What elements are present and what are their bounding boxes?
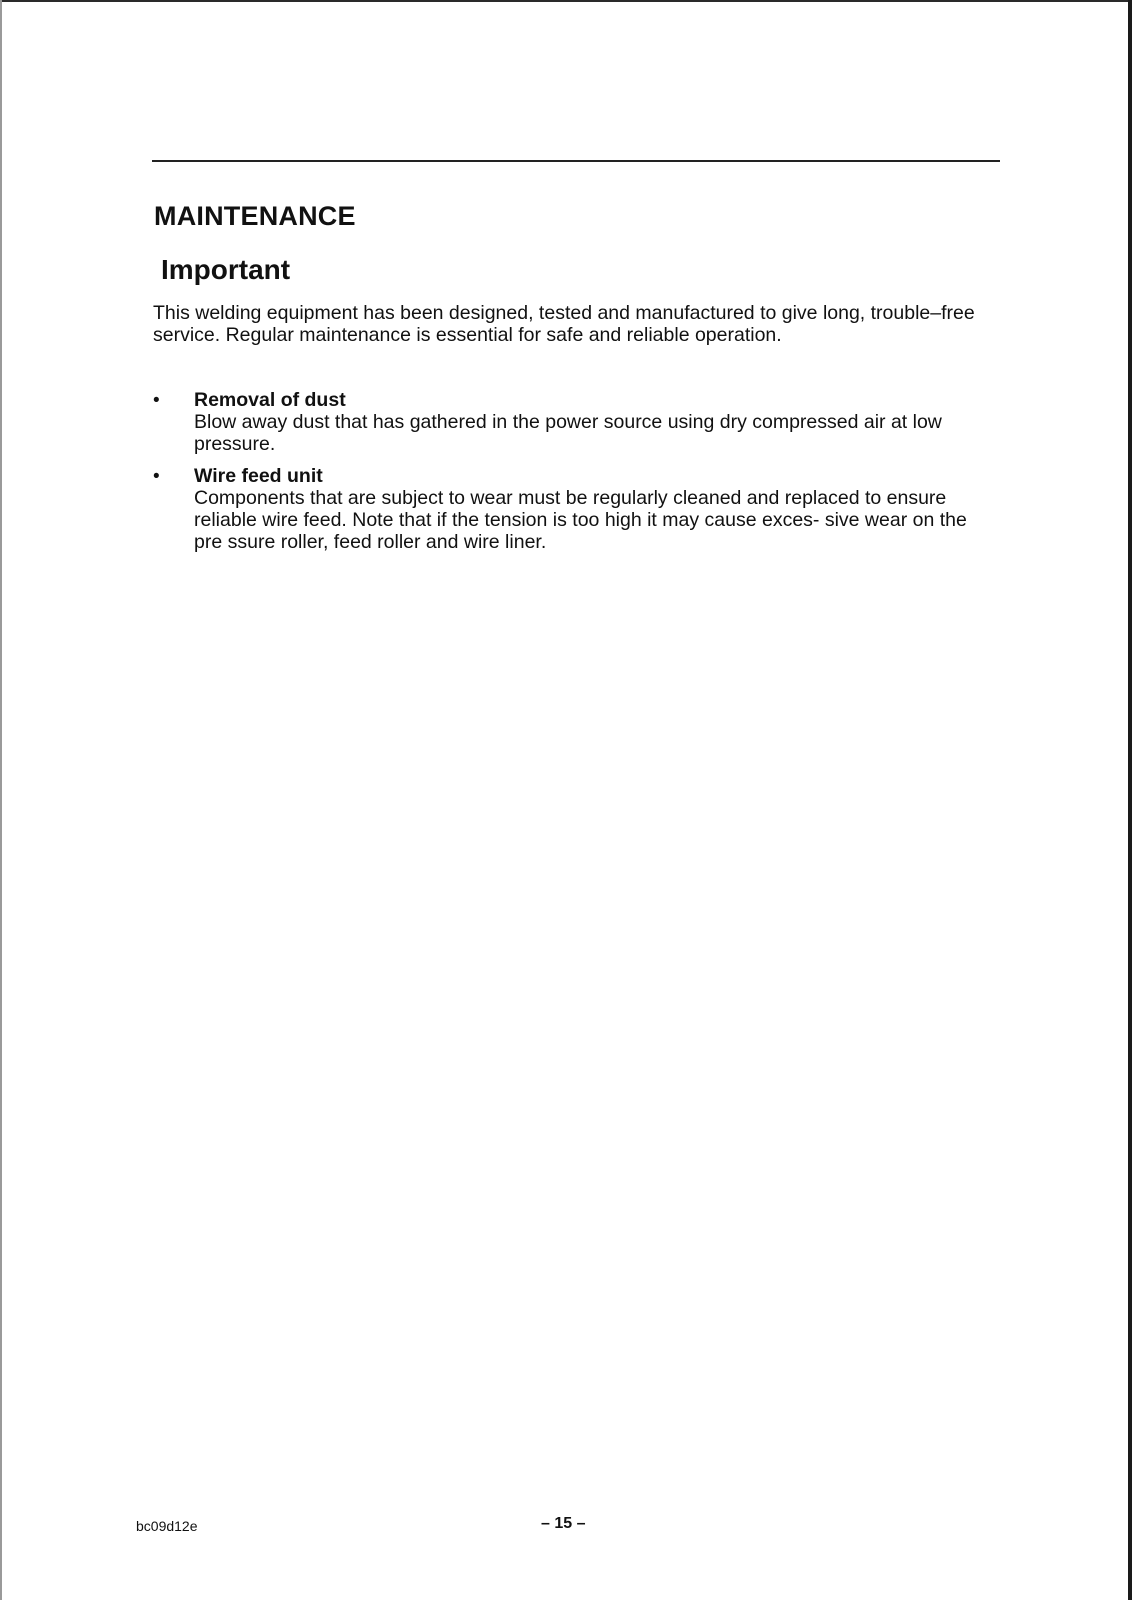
section-title: MAINTENANCE bbox=[154, 201, 356, 231]
bullet-icon: • bbox=[153, 466, 160, 487]
page-number: – 15 – bbox=[541, 1515, 586, 1532]
scan-edge-left bbox=[0, 0, 2, 1600]
list-item-removal-of-dust bbox=[153, 389, 993, 455]
bullet-icon: • bbox=[153, 390, 160, 411]
list-item-heading: Removal of dust bbox=[194, 389, 346, 411]
document-code: bc09d12e bbox=[136, 1518, 198, 1534]
header-rule bbox=[152, 160, 1000, 162]
list-item-wire-feed-unit bbox=[153, 465, 993, 553]
list-item-text: Blow away dust that has gathered in the power source using dry compressed air at low pressure. bbox=[194, 411, 942, 455]
subtitle: Important bbox=[161, 254, 291, 285]
maintenance-list bbox=[153, 389, 993, 563]
scan-edge-right bbox=[1128, 0, 1132, 1600]
list-item-text: Components that are subject to wear must be regularly cleaned and replaced to ensure reliable wire feed. Note that if the tension is too high it may cause exces- sive wear on the pre ssure roller, feed roller and wire liner. bbox=[194, 487, 967, 553]
list-item-heading: Wire feed unit bbox=[194, 465, 323, 487]
scan-edge-top bbox=[0, 0, 1132, 2]
intro-paragraph: This welding equipment has been designed, tested and manufactured to give long, trouble–free service. Regular maintenance is essential for safe and reliable operation. bbox=[153, 302, 975, 346]
